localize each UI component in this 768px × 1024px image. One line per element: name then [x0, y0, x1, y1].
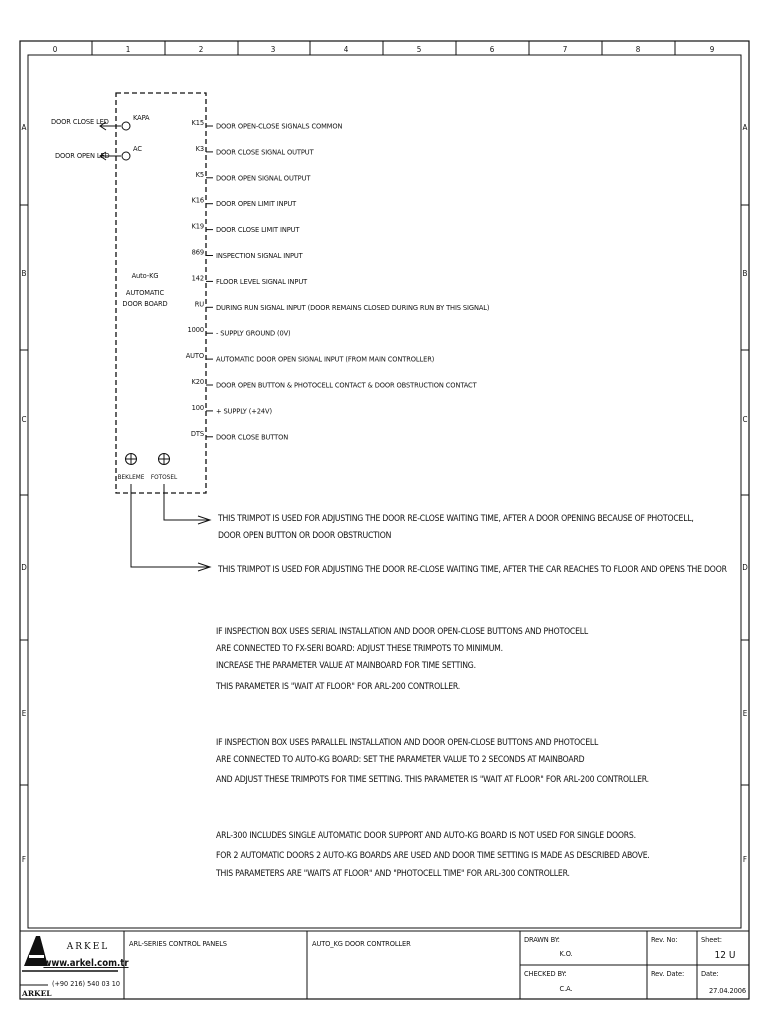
led-label: DOOR CLOSE LED — [51, 117, 109, 126]
row-label: B — [742, 269, 748, 278]
terminal-description: FLOOR LEVEL SIGNAL INPUT — [216, 276, 308, 286]
terminal-row — [187, 325, 291, 338]
board-desc-1: AUTOMATIC — [125, 288, 165, 297]
note-line: AND ADJUST THESE TRIMPOTS FOR TIME SETTING. THIS PARAMETER IS "WAIT AT FLOOR" FOR ARL-200 CONTROLLER. — [216, 775, 649, 785]
checked-by-label: CHECKED BY: — [524, 969, 567, 978]
note-serial-installation — [215, 627, 589, 692]
col-label: 9 — [709, 45, 715, 54]
terminal-description: AUTOMATIC DOOR OPEN SIGNAL INPUT (FROM MAIN CONTROLLER) — [216, 354, 435, 364]
bekleme-note-line-1: THIS TRIMPOT IS USED FOR ADJUSTING THE DOOR RE-CLOSE WAITING TIME, AFTER THE CAR REACHES TO FLOOR AND OPENS THE DOOR — [218, 565, 727, 575]
board-name: Auto-KG — [131, 271, 159, 280]
fotosel-note-line-2: DOOR OPEN BUTTON OR DOOR OBSTRUCTION — [218, 531, 392, 541]
terminal-code: K19 — [191, 221, 204, 231]
board-desc-2: DOOR BOARD — [122, 299, 168, 308]
terminal-code: RU — [194, 299, 204, 309]
terminal-description: DOOR CLOSE SIGNAL OUTPUT — [216, 147, 314, 157]
row-label: F — [21, 855, 27, 864]
drawn-by-label: DRAWN BY: — [524, 935, 560, 944]
note-arl-300 — [215, 831, 650, 879]
sheet-label: Sheet: — [701, 935, 722, 944]
date-value: 27.04.2006 — [708, 986, 746, 995]
terminal-code: 1000 — [187, 325, 204, 335]
trimpot-fotosel — [151, 454, 178, 482]
terminal-row — [191, 118, 342, 131]
row-label: C — [742, 415, 748, 424]
col-label: 1 — [125, 45, 131, 54]
terminal-code: K16 — [191, 195, 204, 205]
col-label: 0 — [52, 45, 58, 54]
row-label: F — [742, 855, 748, 864]
inner-frame — [28, 55, 741, 928]
row-label: A — [742, 123, 748, 132]
terminal-list — [186, 118, 490, 441]
terminal-description: DOOR OPEN BUTTON & PHOTOCELL CONTACT & DOOR OBSTRUCTION CONTACT — [216, 380, 477, 390]
terminal-row — [191, 222, 300, 235]
company-website: www.arkel.com.tr — [43, 958, 129, 969]
terminal-code: DTS — [190, 428, 204, 438]
note-line: ARL-300 INCLUDES SINGLE AUTOMATIC DOOR SUPPORT AND AUTO-KG BOARD IS NOT USED FOR SINGLE DOORS. — [216, 831, 636, 841]
col-label: 4 — [343, 45, 349, 54]
led-pin: KAPA — [133, 113, 150, 122]
terminal-code: K20 — [191, 377, 204, 386]
note-line: IF INSPECTION BOX USES PARALLEL INSTALLATION AND DOOR OPEN-CLOSE BUTTONS AND PHOTOCELL — [216, 738, 599, 748]
led-door-open — [55, 144, 142, 160]
terminal-description: DOOR CLOSE BUTTON — [216, 432, 289, 442]
note-line: INCREASE THE PARAMETER VALUE AT MAINBOARD FOR TIME SETTING. — [216, 661, 476, 671]
note-line: THIS PARAMETER IS "WAIT AT FLOOR" FOR ARL-200 CONTROLLER. — [216, 682, 461, 692]
drawing-name: AUTO_KG DOOR CONTROLLER — [312, 939, 411, 948]
col-label: 8 — [635, 45, 641, 54]
terminal-row — [191, 377, 477, 390]
terminal-description: DOOR CLOSE LIMIT INPUT — [216, 225, 300, 235]
terminal-code: K15 — [191, 118, 204, 127]
date-label: Date: — [701, 969, 719, 978]
sheet-number: 12 U — [714, 950, 736, 961]
terminal-row — [192, 248, 304, 261]
note-line: IF INSPECTION BOX USES SERIAL INSTALLATION AND DOOR OPEN-CLOSE BUTTONS AND PHOTOCELL — [216, 627, 589, 637]
column-dividers — [92, 41, 675, 55]
company-phone: (+90 216) 540 03 10 — [51, 979, 121, 988]
terminal-description: DURING RUN SIGNAL INPUT (DOOR REMAINS CLOSED DURING RUN BY THIS SIGNAL) — [216, 302, 490, 312]
drawn-by-value: K.O. — [559, 949, 573, 958]
trimpot-label: BEKLEME — [117, 473, 145, 481]
terminal-code: 142 — [191, 273, 204, 283]
logo-text: ARKEL — [22, 989, 52, 998]
row-label: D — [21, 563, 27, 572]
trimpot-bekleme — [118, 454, 145, 482]
terminal-row — [195, 299, 490, 312]
row-label: C — [21, 415, 27, 424]
note-parallel-installation — [216, 738, 649, 785]
row-labels-left — [21, 123, 27, 864]
rev-date-label: Rev. Date: — [651, 969, 685, 978]
terminal-code: 100 — [191, 402, 204, 412]
project-name: ARL-SERIES CONTROL PANELS — [129, 939, 227, 948]
note-line: FOR 2 AUTOMATIC DOORS 2 AUTO-KG BOARDS ARE USED AND DOOR TIME SETTING IS MADE AS DESCRIBED ABOVE. — [216, 851, 650, 861]
company-name: ARKEL — [66, 942, 110, 952]
terminal-row — [186, 351, 435, 364]
col-label: 3 — [270, 45, 276, 54]
col-label: 5 — [416, 45, 422, 54]
terminal-description: DOOR OPEN SIGNAL OUTPUT — [216, 173, 311, 183]
terminal-description: INSPECTION SIGNAL INPUT — [216, 251, 303, 260]
terminal-row — [191, 196, 297, 209]
rev-no-label: Rev. No: — [651, 935, 678, 944]
note-line: ARE CONNECTED TO AUTO-KG BOARD: SET THE PARAMETER VALUE TO 2 SECONDS AT MAINBOARD — [216, 755, 585, 765]
checked-by-value: C.A. — [559, 984, 573, 993]
col-label: 2 — [198, 45, 204, 54]
fotosel-note-line-1: THIS TRIMPOT IS USED FOR ADJUSTING THE DOOR RE-CLOSE WAITING TIME, AFTER A DOOR OPENING BECAUSE OF PHOTOCELL, — [218, 514, 694, 524]
row-label: E — [21, 709, 27, 718]
terminal-code: K3 — [195, 143, 204, 153]
note-line: THIS PARAMETERS ARE "WAITS AT FLOOR" AND "PHOTOCELL TIME" FOR ARL-300 CONTROLLER. — [216, 869, 570, 879]
terminal-row — [196, 170, 312, 183]
row-labels-right — [742, 123, 748, 864]
terminal-code: 869 — [191, 247, 204, 257]
led-door-close — [51, 113, 150, 130]
terminal-row — [192, 403, 273, 416]
note-line: ARE CONNECTED TO FX-SERI BOARD: ADJUST THESE TRIMPOTS TO MINIMUM. — [216, 644, 503, 654]
row-label: A — [21, 123, 27, 132]
terminal-description: - SUPPLY GROUND (0V) — [216, 328, 291, 338]
trimpot-label: FOTOSEL — [150, 473, 178, 481]
row-label: E — [742, 709, 748, 718]
column-labels-top — [53, 45, 715, 54]
terminal-description: DOOR OPEN-CLOSE SIGNALS COMMON — [216, 121, 343, 131]
terminal-code: AUTO — [185, 351, 204, 361]
trimpot-leaders — [131, 484, 210, 571]
terminal-row — [196, 144, 315, 157]
col-label: 7 — [562, 45, 568, 54]
col-label: 6 — [489, 45, 495, 54]
led-label: DOOR OPEN LED — [55, 151, 110, 160]
terminal-description: + SUPPLY (+24V) — [216, 406, 272, 416]
terminal-row — [192, 273, 308, 286]
terminal-description: DOOR OPEN LIMIT INPUT — [216, 199, 297, 209]
row-label: D — [742, 563, 748, 572]
row-label: B — [21, 269, 27, 278]
led-pin: AC — [133, 144, 142, 153]
terminal-code: K5 — [195, 169, 204, 179]
